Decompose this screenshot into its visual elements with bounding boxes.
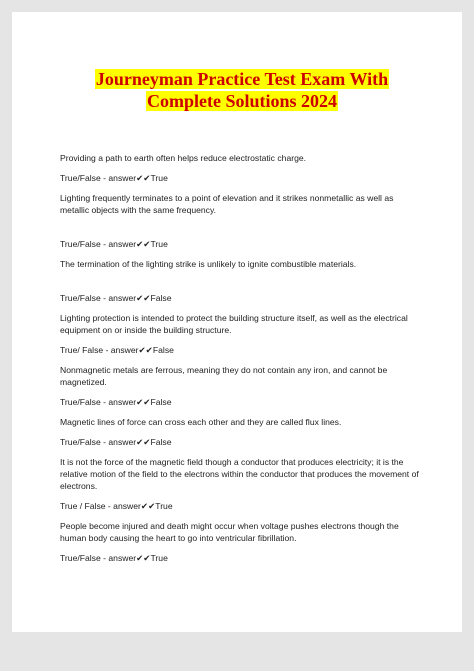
document-title: [60, 68, 424, 112]
question-1: Providing a path to earth often helps reduce electrostatic charge.: [60, 153, 307, 163]
document-page: [12, 12, 462, 632]
answer-8: True/False - answer✔✔True: [60, 553, 168, 563]
answer-7: True / False - answer✔✔True: [60, 501, 173, 511]
answer-5: True/False - answer✔✔False: [60, 397, 172, 407]
question-5: Nonmagnetic metals are ferrous, meaning they do not contain any iron, and cannot be magnetized.: [60, 365, 388, 387]
answer-1: True/False - answer✔✔True: [60, 173, 168, 183]
answer-2: True/False - answer✔✔True: [60, 239, 168, 249]
answer-4: True/ False - answer✔✔False: [60, 345, 174, 355]
answer-3: True/False - answer✔✔False: [60, 293, 172, 303]
title-line-1: Journeyman Practice Test Exam With: [95, 69, 389, 89]
question-7: It is not the force of the magnetic field though a conductor that produces electricity; it is the relative motion of the field to the electrons within the conductor that produces the movement of electrons.: [60, 457, 419, 491]
answer-6: True/False - answer✔✔False: [60, 437, 172, 447]
question-8: People become injured and death might occur when voltage pushes electrons though the human body causing the heart to go into ventricular fibrillation.: [60, 521, 399, 543]
question-4: Lighting protection is intended to protect the building structure itself, as well as the electrical equipment on or inside the building structure.: [60, 313, 408, 335]
title-line-2: Complete Solutions 2024: [146, 91, 337, 111]
question-3: The termination of the lighting strike is unlikely to ignite combustible materials.: [60, 259, 357, 269]
question-2: Lighting frequently terminates to a point of elevation and it strikes nonmetallic as well as metallic objects with the same frequency.: [60, 193, 394, 215]
question-6: Magnetic lines of force can cross each other and they are called flux lines.: [60, 417, 342, 427]
